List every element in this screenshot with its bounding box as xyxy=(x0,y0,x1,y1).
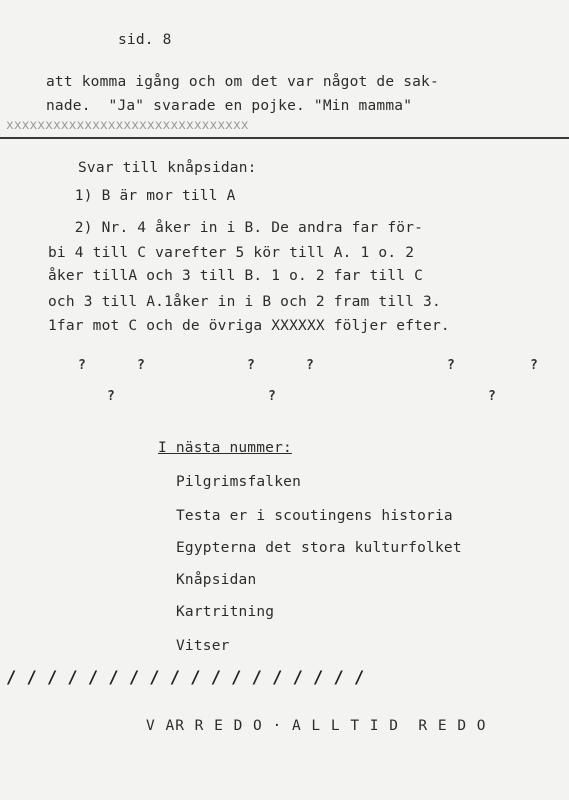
strikethrough-line: xxxxxxxxxxxxxxxxxxxxxxxxxxxxxxx xyxy=(6,118,249,133)
question-mark: ? xyxy=(447,358,455,373)
answer-line-1: 1) B är mor till A xyxy=(48,188,236,204)
motto: V AR R E D O · A L L T I D R E D O xyxy=(146,718,487,734)
answer-line-4: åker tillA och 3 till B. 1 o. 2 far till C xyxy=(48,268,424,284)
question-mark: ? xyxy=(247,358,255,373)
question-mark: ? xyxy=(530,358,538,373)
question-mark: ? xyxy=(268,389,276,404)
next-issue-item: Egypterna det stora kulturfolket xyxy=(176,540,462,556)
next-issue-heading: I nästa nummer: xyxy=(158,440,292,456)
next-issue-item: Knåpsidan xyxy=(176,572,257,588)
question-mark: ? xyxy=(78,358,86,373)
continuation-line-2: nade. "Ja" svarade en pojke. "Min mamma" xyxy=(46,98,413,114)
answer-line-5: och 3 till A.1åker in i B och 2 fram till 3. xyxy=(48,294,441,310)
horizontal-rule xyxy=(0,137,569,139)
slash-divider: / / / / / / / / / / / / / / / / / / xyxy=(6,668,365,688)
question-mark: ? xyxy=(488,389,496,404)
page-label: sid. 8 xyxy=(118,32,172,48)
next-issue-item: Testa er i scoutingens historia xyxy=(176,508,453,524)
next-issue-item: Pilgrimsfalken xyxy=(176,474,302,490)
question-mark: ? xyxy=(137,358,145,373)
continuation-line-1: att komma igång och om det var något de sak- xyxy=(46,74,439,90)
question-mark: ? xyxy=(107,389,115,404)
next-issue-item: Kartritning xyxy=(176,604,275,620)
answer-line-6: 1far mot C och de övriga XXXXXX följer efter. xyxy=(48,318,450,334)
answer-heading: Svar till knåpsidan: xyxy=(78,160,257,176)
next-issue-item: Vitser xyxy=(176,638,230,654)
answer-line-2: 2) Nr. 4 åker in i B. De andra far för- xyxy=(48,220,424,236)
question-mark: ? xyxy=(306,358,314,373)
answer-line-3: bi 4 till C varefter 5 kör till A. 1 o. 2 xyxy=(48,245,415,261)
